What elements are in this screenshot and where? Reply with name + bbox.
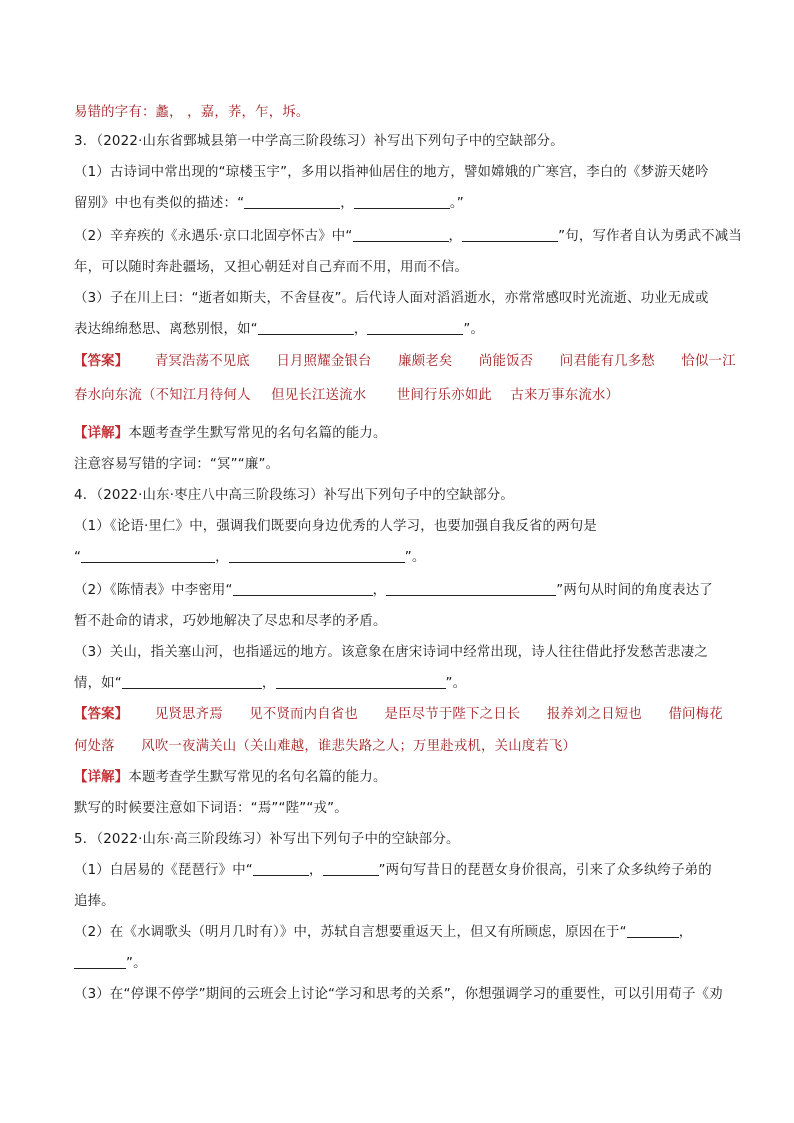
q4-part2-line1: （2）《陈情表》中李密用“ ， ”两句从时间的角度表达了 [74,583,713,598]
answer-blank[interactable] [74,955,126,969]
answer-blank[interactable] [81,549,215,563]
answer-blank[interactable] [367,321,463,335]
q5-title: 5．（2022·山东·高三阶段练习）补写出下列句子中的空缺部分。 [74,832,460,847]
q5-part2-line1: （2）在《水调歌头（明月几时有）》中，苏轼自言想要重返天上，但又有所顾虑，原因在于“ ， [74,925,693,940]
q4-answer-line1: 【答案】 见贤思齐焉 见不贤而内自省也 是臣尽节于陛下之日长 报养刘之日短也 借问梅花 [74,707,723,722]
q4-part1-line2: “ ， ”。 [74,550,426,565]
q4-detail: 【详解】本题考查学生默写常见的名句名篇的能力。 [74,770,387,785]
q4-note: 默写的时候要注意如下词语：“焉”“陛”“戎”。 [74,801,348,816]
q5-part3-line1: （3）在“停课不停学”期间的云班会上讨论“学习和思考的关系”，你想强调学习的重要性，可以引用荀子《劝 [74,987,723,1002]
answer-blank[interactable] [323,862,379,876]
answer-blank[interactable] [229,549,405,563]
q3-part1-line2: 留别》中也有类似的描述：“ ， 。” [74,196,464,211]
answer-blank[interactable] [253,862,309,876]
answer-blank[interactable] [627,924,679,938]
q5-part2-line2: ”。 [74,955,734,973]
q3-detail: 【详解】本题考查学生默写常见的名句名篇的能力。 [74,426,387,441]
answer-label: 【答案】 [74,354,129,369]
q3-part2-line1: （2）辛弃疾的《永遇乐·京口北固亭怀古》中“ ， ”句，写作者自认为勇武不减当 [74,229,742,244]
q4-part2-line2: 暂不赴命的请求，巧妙地解决了尽忠和尽孝的矛盾。 [74,614,387,629]
answer-blank[interactable] [386,582,556,596]
q3-part3-line2: 表达绵绵愁思、离愁别恨，如“ ， ”。 [74,322,485,337]
answer-blank[interactable] [353,228,449,242]
q4-answer-line2: 何处落 风吹一夜满关山（关山难越，谁悲失路之人；万里赴戎机，关山度若飞） [74,739,577,754]
q3-part2-line2: 年，可以随时奔赴疆场，又担心朝廷对自己弃而不用，用而不信。 [74,260,469,275]
answer-blank[interactable] [233,582,373,596]
q3-answer-line2: 春水向东流（不知江月待何人 但见长江送流水 世间行乐亦如此 古来万事东流水） [74,388,620,403]
answer-blank[interactable] [354,195,450,209]
q3-title: 3．（2022·山东省鄄城县第一中学高三阶段练习）补写出下列句子中的空缺部分。 [74,134,564,149]
answer-blank[interactable] [258,321,354,335]
q3-part3-line1: （3）子在川上曰：“逝者如斯夫，不舍昼夜”。后代诗人面对滔滔逝水，亦常常感叹时光流逝、功业无成或 [74,291,709,306]
q3-answer-line1: 【答案】 青冥浩荡不见底 日月照耀金银台 廉颇老矣 尚能饭否 问君能有几多愁 恰似一江 [74,354,736,369]
answer-blank[interactable] [276,675,446,689]
error-words-line: 易错的字有：蠡， ，嘉，荞，乍，坼。 [74,105,310,120]
q4-part3-line2: 情，如“ ， ”。 [74,676,467,691]
answer-blank[interactable] [244,195,340,209]
answer-blank[interactable] [462,228,558,242]
answer-label: 【答案】 [74,707,129,722]
q4-part1-line1: （1）《论语·里仁》中，强调我们既要向身边优秀的人学习，也要加强自我反省的两句是 [74,519,597,534]
q4-title: 4．（2022·山东·枣庄八中高三阶段练习）补写出下列句子中的空缺部分。 [74,488,514,503]
q4-part3-line1: （3）关山，指关塞山河，也指遥远的地方。该意象在唐宋诗词中经常出现，诗人往往借此抒发愁苦悲凄之 [74,645,708,660]
answer-blank[interactable] [122,675,262,689]
detail-label: 【详解】 [74,770,129,785]
q3-note: 注意容易写错的字词：“冥”“廉”。 [74,457,280,472]
detail-label: 【详解】 [74,426,129,441]
q5-part1-line2: 追捧。 [74,894,115,909]
q5-part1-line1: （1）白居易的《琵琶行》中“ ， ”两句写昔日的琵琶女身价很高，引来了众多纨绔子弟的 [74,863,712,878]
q3-part1-line1: （1）古诗词中常出现的“琼楼玉宇”，多用以指神仙居住的地方，譬如嫦娥的广寒宫，李白的《梦游天姥吟 [74,165,709,180]
